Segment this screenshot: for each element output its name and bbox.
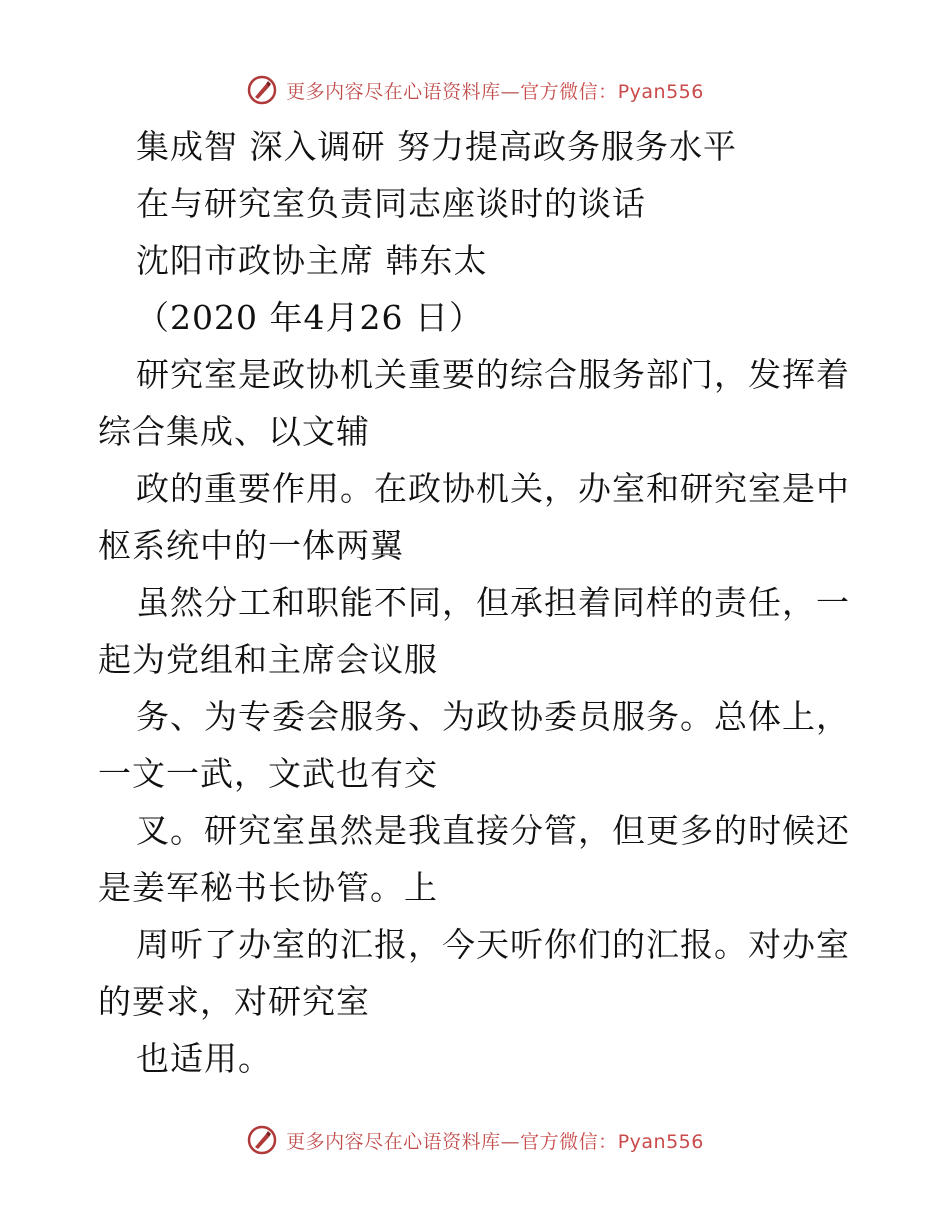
document-title: 集成智 深入调研 努力提高政务服务水平 bbox=[136, 127, 737, 166]
banner-dash: — bbox=[500, 1130, 521, 1153]
paragraph-line: 综合集成、以文辅 bbox=[98, 412, 370, 451]
footer-banner bbox=[0, 1120, 950, 1160]
banner-wechat-label: 官方微信： bbox=[520, 80, 618, 103]
document-body bbox=[98, 118, 858, 1087]
banner-wechat-label: 官方微信： bbox=[520, 1130, 618, 1153]
banner-brand: 更多内容尽在心语资料库 bbox=[286, 80, 501, 103]
banner-brand: 更多内容尽在心语资料库 bbox=[286, 1130, 501, 1153]
header-banner bbox=[0, 70, 950, 110]
paragraph-line: 周听了办室的汇报，今天听你们的汇报。对办室 bbox=[136, 925, 850, 964]
paragraph-line: 研究室是政协机关重要的综合服务部门，发挥着 bbox=[136, 355, 850, 394]
paragraph-line: 政的重要作用。在政协机关，办室和研究室是中 bbox=[136, 469, 850, 508]
banner-wechat-id: Pyan556 bbox=[617, 80, 704, 103]
paragraph-line: 叉。研究室虽然是我直接分管，但更多的时候还 bbox=[136, 811, 850, 850]
paragraph-line: 虽然分工和职能不同，但承担着同样的责任，一 bbox=[136, 583, 850, 622]
document-subtitle: 在与研究室负责同志座谈时的谈话 bbox=[136, 184, 646, 223]
document-author: 沈阳市政协主席 韩东太 bbox=[136, 241, 488, 280]
pen-logo-icon bbox=[246, 1124, 278, 1156]
document-date: （2020 年4月26 日） bbox=[136, 298, 483, 337]
paragraph-line: 一文一武，文武也有交 bbox=[98, 754, 438, 793]
paragraph-line: 也适用。 bbox=[136, 1039, 272, 1078]
banner-wechat-id: Pyan556 bbox=[617, 1130, 704, 1153]
paragraph-line: 的要求，对研究室 bbox=[98, 982, 370, 1021]
banner-text bbox=[286, 77, 704, 104]
paragraph-line: 是姜军秘书长协管。上 bbox=[98, 868, 438, 907]
paragraph-line: 起为党组和主席会议服 bbox=[98, 640, 438, 679]
banner-dash: — bbox=[500, 80, 521, 103]
banner-text bbox=[286, 1127, 704, 1154]
paragraph-line: 务、为专委会服务、为政协委员服务。总体上， bbox=[136, 697, 850, 736]
pen-logo-icon bbox=[246, 74, 278, 106]
paragraph-line: 枢系统中的一体两翼 bbox=[98, 526, 404, 565]
